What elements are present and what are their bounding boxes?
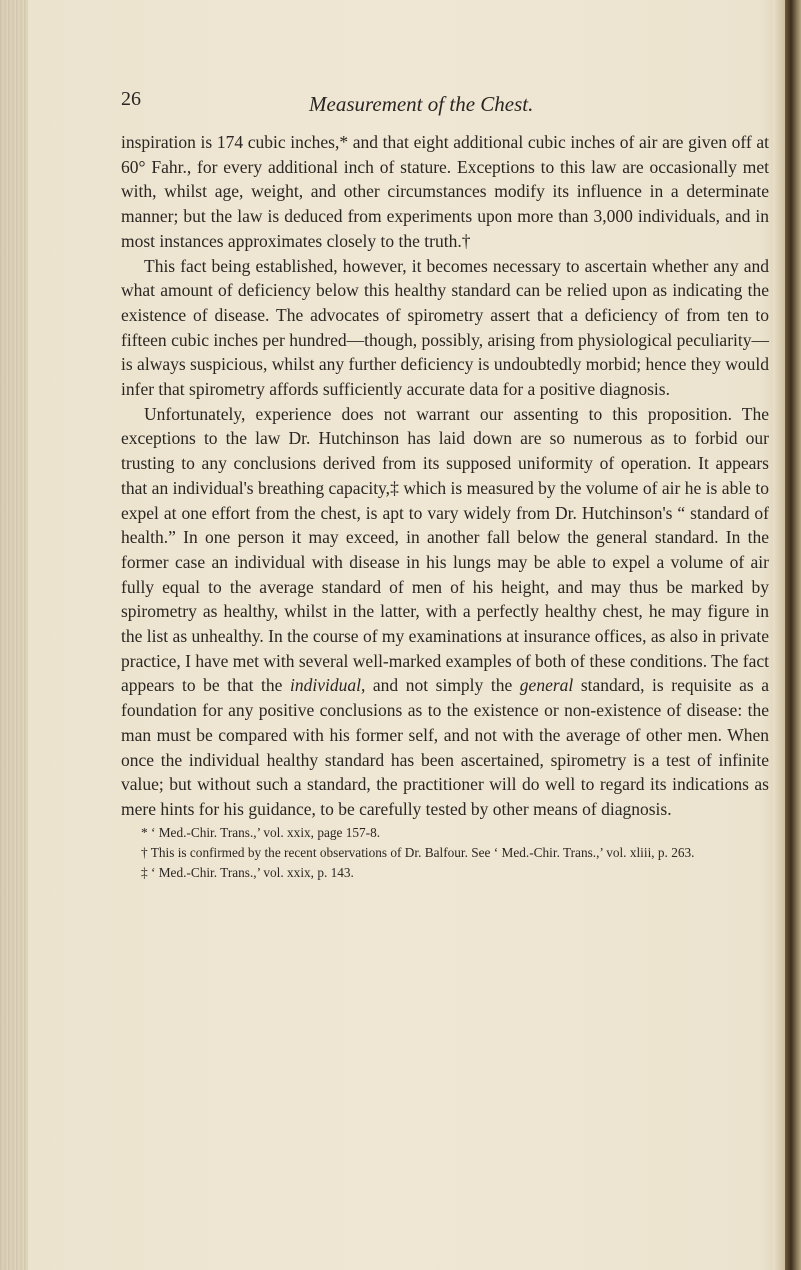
body-text (121, 130, 769, 822)
paragraph-3 (121, 402, 769, 822)
paragraph-2: This fact being established, however, it becomes necessary to ascertain whether any and what amount of deficiency below this healthy standard can be relied upon as indicating the existence of disease. The advocates of spirometry assert that a deficiency of from ten to fifteen cubic inches per hundred—though, possibly, arising from physiological peculiarity—is always suspicious, whilst any further deficiency is undoubtedly morbid; hence they would infer that spirometry affords sufficiently accurate data for a positive diagnosis. (121, 255, 769, 400)
page-number: 26 (121, 88, 141, 110)
paragraph-3-text-b: , and not simply the (360, 675, 520, 696)
footnote-1: * ‘ Med.-Chir. Trans.,’ vol. xxix, page 157-8. (141, 825, 381, 840)
paragraph-3-text-a: Unfortunately, experience does not warrant our assenting to this proposition. The exceptions to the law Dr. Hutchinson has laid down are so numerous as to forbid our trusting to any conclusions derived from its supposed uniformity of operation. It appears that an individual's breathing capacity,‡ which is measured by the volume of air he is able to expel at one effort from the chest, is apt to vary widely from Dr. Hutchinson's “ standard of health.” In one person it may exceed, in another fall below the general standard. In the former case an individual with disease in his lungs may be able to expel a volume of air fully equal to the average standard of men of his height, and may thus be marked by spirometry as healthy, whilst in the latter, with a perfectly healthy chest, he may figure in the list as unhealthy. In the course of my examinations at insurance offices, as also in private practice, I have met with several well-marked examples of both of these conditions. The fact appears to be that the (121, 403, 769, 696)
paragraph-3-text-c: standard, is requisite as a foundation for any positive conclusions as to the existence or non-existence of disease: the man must be compared with his former self, and not with the average of other men. When once the individual healthy standard has been ascertained, spirometry is a test of infinite value; but without such a standard, the practitioner will do well to regard its indications as mere hints for his guidance, to be carefully tested by other means of diagnosis. (121, 675, 769, 819)
footnotes (121, 823, 769, 883)
emphasis-general: general (519, 675, 574, 696)
emphasis-individual: individual (290, 675, 361, 696)
page-edge-shadow (773, 0, 785, 1270)
footnote-2: † This is confirmed by the recent observations of Dr. Balfour. See ‘ Med.-Chir. Trans.,’ vol. xliii, p. 263. (141, 845, 695, 860)
binding-gutter (0, 0, 28, 1270)
running-title: Measurement of the Chest. (309, 92, 534, 116)
book-cover-edge (785, 0, 801, 1270)
footnote-3: ‡ ‘ Med.-Chir. Trans.,’ vol. xxix, p. 143. (141, 865, 354, 880)
paragraph-1: inspiration is 174 cubic inches,* and that eight additional cubic inches of air are given off at 60° Fahr., for every additional inch of stature. Exceptions to this law are occasionally met with, whilst age, weight, and other circumstances modify its influence in a determinate manner; but the law is deduced from experiments upon more than 3,000 individuals, and in most instances approximates closely to the truth.† (121, 132, 769, 251)
